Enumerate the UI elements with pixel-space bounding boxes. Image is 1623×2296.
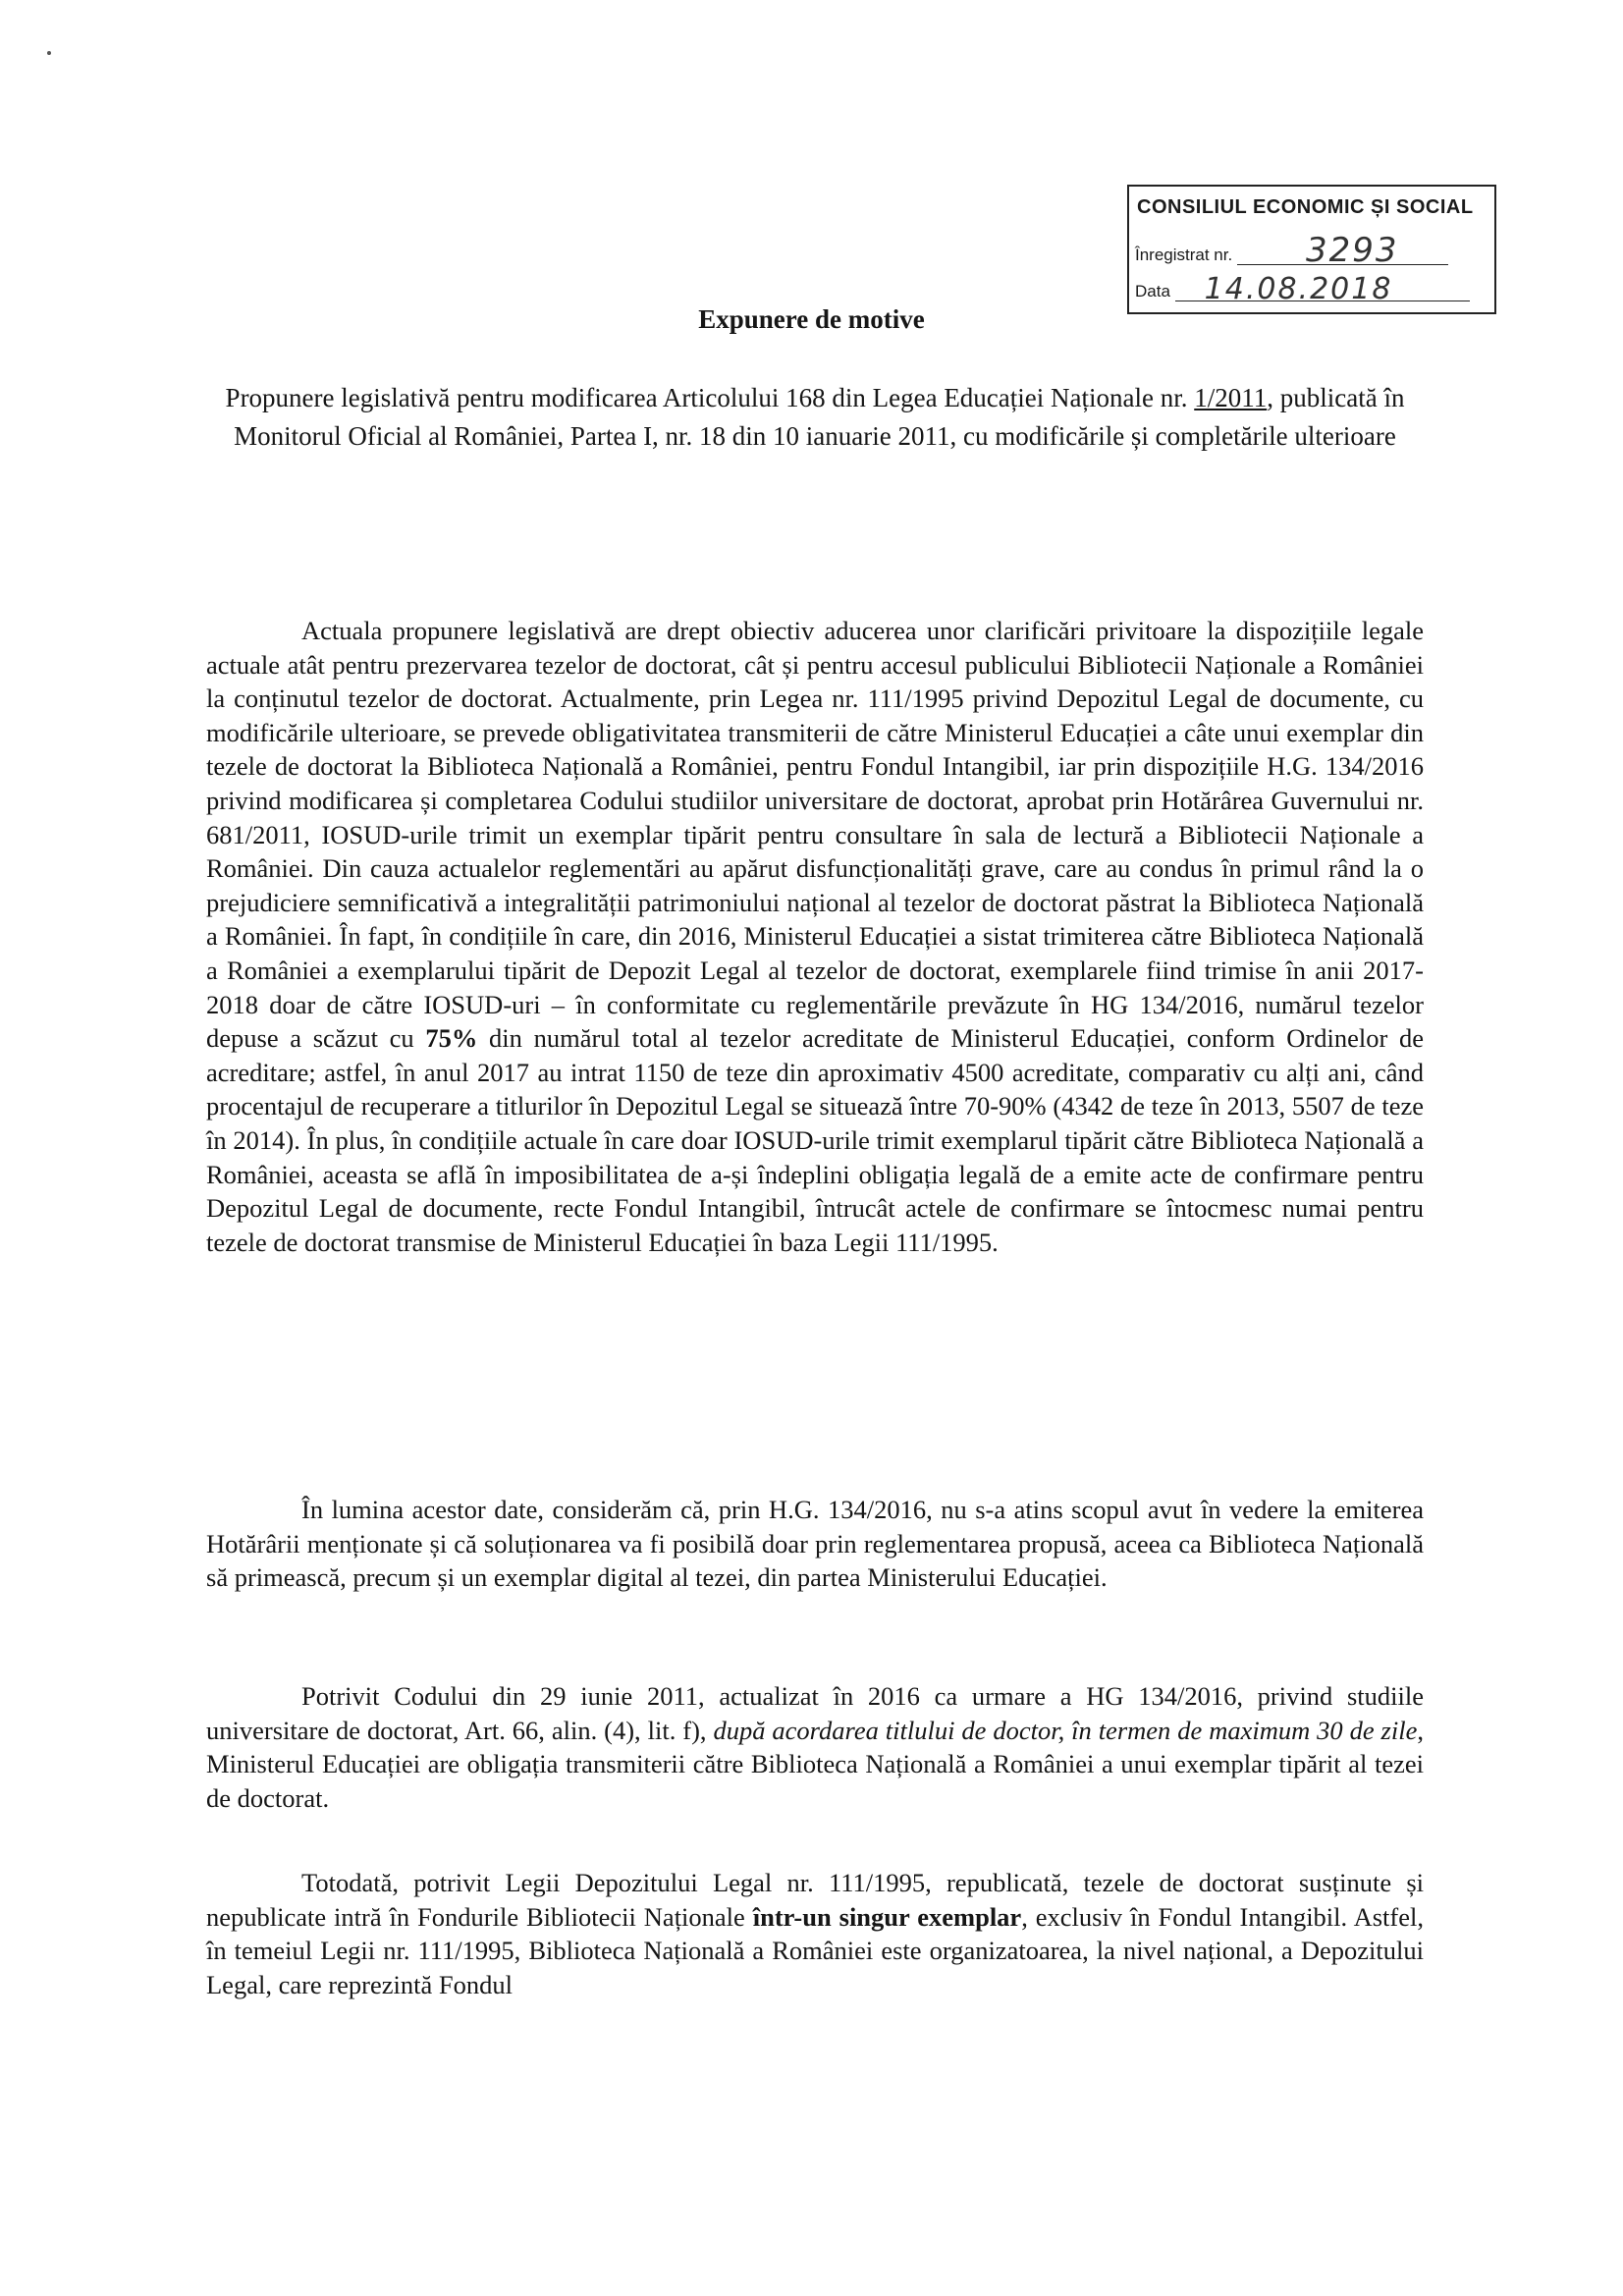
paragraph-2: În lumina acestor date, considerăm că, prin H.G. 134/2016, nu s-a atins scopul avut în vedere la emiterea Hotărârii menționate și că soluționarea va fi posibilă doar prin reglementarea propusă, aceea ca Biblioteca Națională să primească, precum și un exemplar digital al tezei, din partea Ministerului Educației. — [206, 1495, 1424, 1593]
stamp-registration-row — [1135, 231, 1448, 270]
paragraph-3-text-a: Potrivit Codului din 29 iunie 2011, actualizat în 2016 ca urmare a HG 134/2016, privind studiile universitare de doctorat, Art. 66, alin. (4), lit. f), — [206, 1681, 1424, 1745]
paragraph-3-text-b: , Ministerul Educației are obligația transmiterii către Biblioteca Națională a României a unui exemplar tipărit al tezei de doctorat. — [206, 1715, 1424, 1813]
subtitle-part-b: , publicată în Monitorul Oficial al României, Partea I, nr. 18 din 10 ianuarie 2011, cu modificările și completările ulterioare — [234, 383, 1405, 451]
registration-stamp — [1127, 185, 1496, 314]
paragraph-4 — [206, 1866, 1424, 2001]
paragraph-3 — [206, 1679, 1424, 1815]
stamp-reg-number: 3293 — [1305, 231, 1399, 270]
stamp-date-row — [1135, 272, 1470, 306]
stamp-date-label: Data — [1135, 282, 1170, 301]
paragraph-4-text-b: , exclusiv în Fondul Intangibil. Astfel, în temeiul Legii nr. 111/1995, Biblioteca Națională a României este organizatoarea, la nivel național, a Depozitului Legal, care reprezintă Fondul — [206, 1901, 1424, 1999]
paragraph-4-text-a: Totodată, potrivit Legii Depozitului Legal nr. 111/1995, republicată, tezele de doctorat susținute și nepublicate intră în Fondurile Bibliotecii Naționale — [206, 1868, 1424, 1932]
paragraph-1-bold-percent: 75% — [425, 1023, 478, 1054]
paragraph-1 — [206, 614, 1424, 1259]
subtitle-law-number: 1/2011 — [1194, 383, 1268, 412]
paragraph-1-text-b: din numărul total al tezelor acreditate de Ministerul Educației, conform Ordinelor de acreditare; astfel, în anul 2017 au intrat 1150 de teze din aproximativ 4500 acreditate, comparativ cu alți ani, când procentajul de recuperare a titlurilor în Depozitul Legal se situează între 70-90% (4342 de teze în 2013, 5507 de teze în 2014). În plus, în condițiile actuale în care doar IOSUD-urile trimit exemplarul tipărit către Biblioteca Națională a României, aceasta se află în imposibilitatea de a-și îndeplini obligația legală de a emite acte de confirmare pentru Depozitul Legal de documente, recte Fondul Intangibil, întrucât actele de confirmare se întocmesc numai pentru tezele de doctorat transmise de Ministerul Educației în baza Legii 111/1995. — [206, 1023, 1424, 1257]
paragraph-4-bold: într-un singur exemplar — [752, 1901, 1022, 1932]
paragraph-3-italic: după acordarea titlului de doctor, în termen de maximum 30 de zile — [713, 1715, 1418, 1745]
stamp-reg-label: Înregistrat nr. — [1135, 246, 1233, 264]
stamp-title: CONSILIUL ECONOMIC ȘI SOCIAL — [1137, 196, 1474, 218]
document-title: Expunere de motive — [698, 304, 925, 334]
stamp-date-line — [1175, 272, 1470, 306]
stamp-date-value: 14.08.2018 — [1204, 272, 1393, 306]
paragraph-1-text-a: Actuala propunere legislativă are drept obiectiv aducerea unor clarificări privitoare la dispozițiile legale actuale atât pentru prezervarea tezelor de doctorat, cât și pentru accesul publicului Bibliotecii Naționale a României la conținutul tezelor de doctorat. Actualmente, prin Legea nr. 111/1995 privind Depozitul Legal de documente, cu modificările ulterioare, se prevede obligativitatea transmiterii de către Ministerul Educației a câte unui exemplar din tezele de doctorat la Biblioteca Națională a României, pentru Fondul Intangibil, iar prin dispozițiile H.G. 134/2016 privind modificarea și completarea Codului studiilor universitare de doctorat, aprobat prin Hotărârea Guvernului nr. 681/2011, IOSUD-urile trimit un exemplar tipărit pentru consultare în sala de lectură a Bibliotecii Naționale a României. Din cauza actualelor reglementări au apărut disfuncționalități grave, care au condus în primul rând la o prejudiciere semnificativă a integralității patrimoniului național al tezelor de doctorat păstrat la Biblioteca Națională a României. În fapt, în condițiile în care, din 2016, Ministerul Educației a sistat trimiterea către Biblioteca Națională a României a exemplarului tipărit de Depozit Legal al tezelor de doctorat, exemplarele fiind trimise în anii 2017-2018 doar de către IOSUD-uri – în conformitate cu reglementările prevăzute în HG 134/2016, numărul tezelor depuse a scăzut cu — [206, 616, 1424, 1054]
stamp-reg-line — [1237, 231, 1448, 270]
scan-speck — [47, 51, 51, 55]
subtitle-part-a: Propunere legislativă pentru modificarea Articolului 168 din Legea Educației Naționale nr. — [225, 383, 1188, 412]
document-subtitle — [216, 379, 1414, 456]
